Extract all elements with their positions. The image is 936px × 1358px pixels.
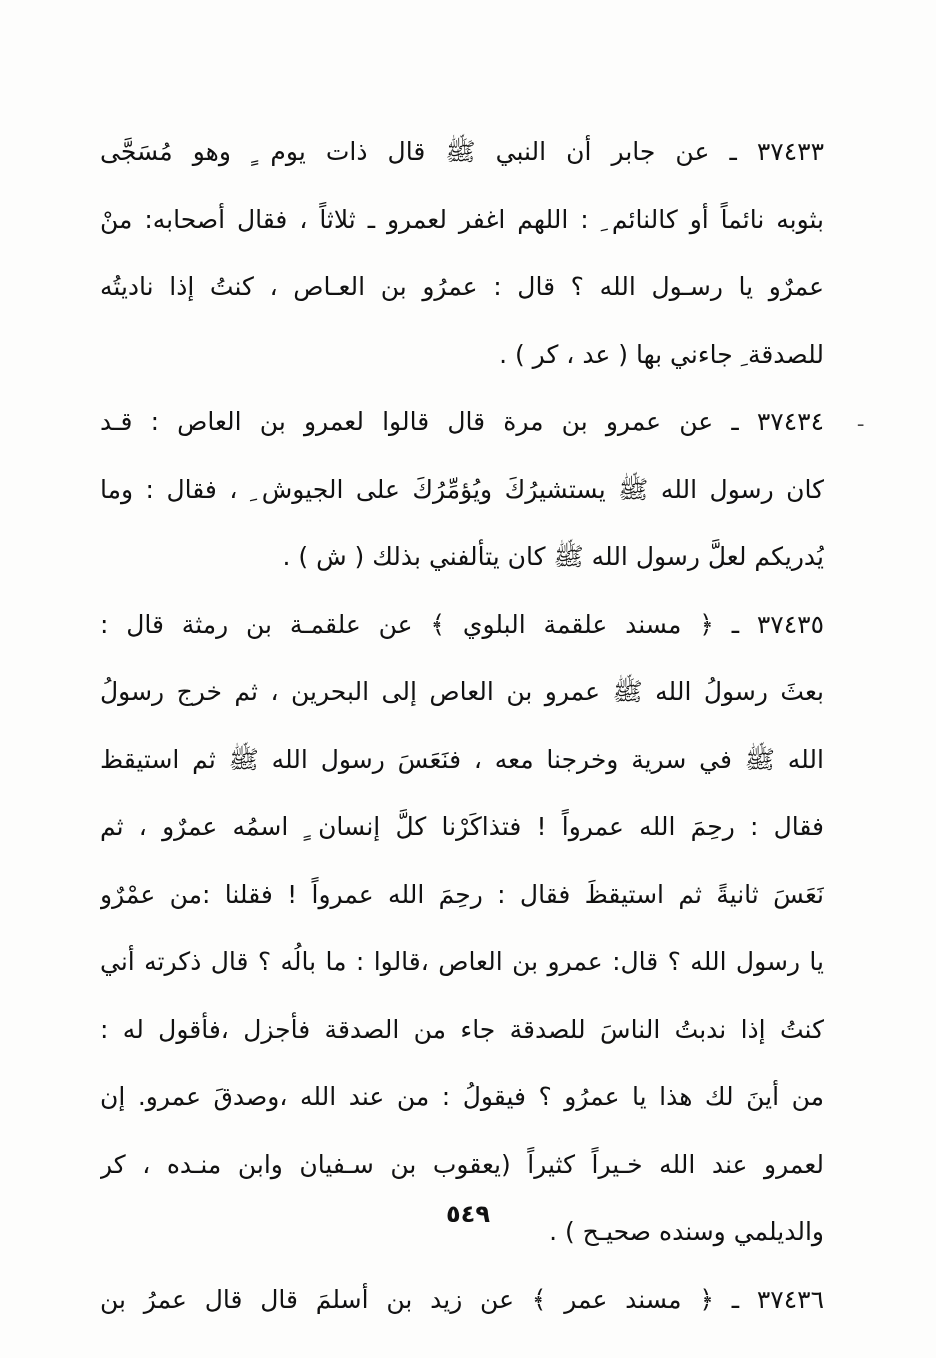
text-line-3: عمرٌو يا رسـول الله ؟ قال : عمرُو بن العـاص ، كنتُ إذا ناديتُه bbox=[100, 272, 824, 301]
body-text bbox=[100, 118, 824, 1333]
text-line-18: ٣٧٤٣٦ ـ ﴿ مسند عمر ﴾ عن زيد بن أسلمَ قال قال عمرُ بن bbox=[100, 1284, 824, 1314]
text-line-5: ٣٧٤٣٤ ـ عن عمرو بن مرة قال قالوا لعمرو بن العاص : قـد bbox=[100, 407, 824, 436]
text-line-7: يُدريكم لعلَّ رسول الله ﷺ كان يتألفني بذلك ( ش ) . bbox=[282, 542, 824, 571]
text-line-1: ٣٧٤٣٣ ـ عن جابر أن النبي ﷺ قال ذات يوم ٍ وهو مُسَجَّى bbox=[100, 137, 824, 166]
page-number: ٥٤٩ bbox=[446, 1200, 490, 1228]
text-line-14: كنتُ إذا ندبتُ الناسَ للصدقة جاء من الصدقة فأجزل ،فأقول له : bbox=[100, 1014, 824, 1044]
text-line-15: من أينَ لك هذا يا عمرُو ؟ فيقولُ : من عند الله ،وصدقَ عمرو. إن bbox=[100, 1082, 824, 1111]
text-line-2: بثوبه نائماً أو كالنائم ِ : اللهم اغفر لعمرو ـ ثلاثاً ، فقال أصحابه: منْ bbox=[100, 204, 824, 234]
text-line-6: كان رسول الله ﷺ يستشيرُكَ ويُؤمِّرُكَ على الجيوش ِ ، فقال : وما bbox=[100, 474, 824, 504]
text-line-16: لعمرو عند الله خـيراً كثيراً (يعقوب بن سـفيان وابن منـده ، كر bbox=[100, 1149, 824, 1179]
text-line-4: للصدقة ِ جاءني بها ( عد ، كر ) . bbox=[499, 339, 824, 369]
text-line-9: بعثَ رسولُ الله ﷺ عمرو بن العاص إلى البحرين ، ثم خرج رسولُ bbox=[100, 677, 824, 706]
text-line-13: يا رسول الله ؟ قال: عمرو بن العاص ،قالوا : ما بالُه ؟ قال ذكرته أني bbox=[100, 947, 824, 976]
text-line-10: الله ﷺ في سرية وخرجنا معه ، فنَعَسَ رسول الله ﷺ ثم استيقظ bbox=[100, 744, 824, 774]
text-line-17: والديلمي وسنده صحيـح ) . bbox=[549, 1217, 824, 1246]
text-line-11: فقال : رحِمَ الله عمرواً ! فتذاكَرْنا كلَّ إنسان ٍ اسمُه عمرٌو ، ثم bbox=[100, 812, 824, 841]
margin-mark: ـ bbox=[858, 410, 864, 431]
text-line-12: نَعَسَ ثانيةً ثم استيقظَ فقال : رحِمَ الله عمرواً ! فقلنا :من عمْرٌو bbox=[100, 879, 824, 909]
text-line-8: ٣٧٤٣٥ ـ ﴿ مسند علقمة البلوي ﴾ عن علقمـة بن رمثة قال : bbox=[100, 609, 824, 639]
